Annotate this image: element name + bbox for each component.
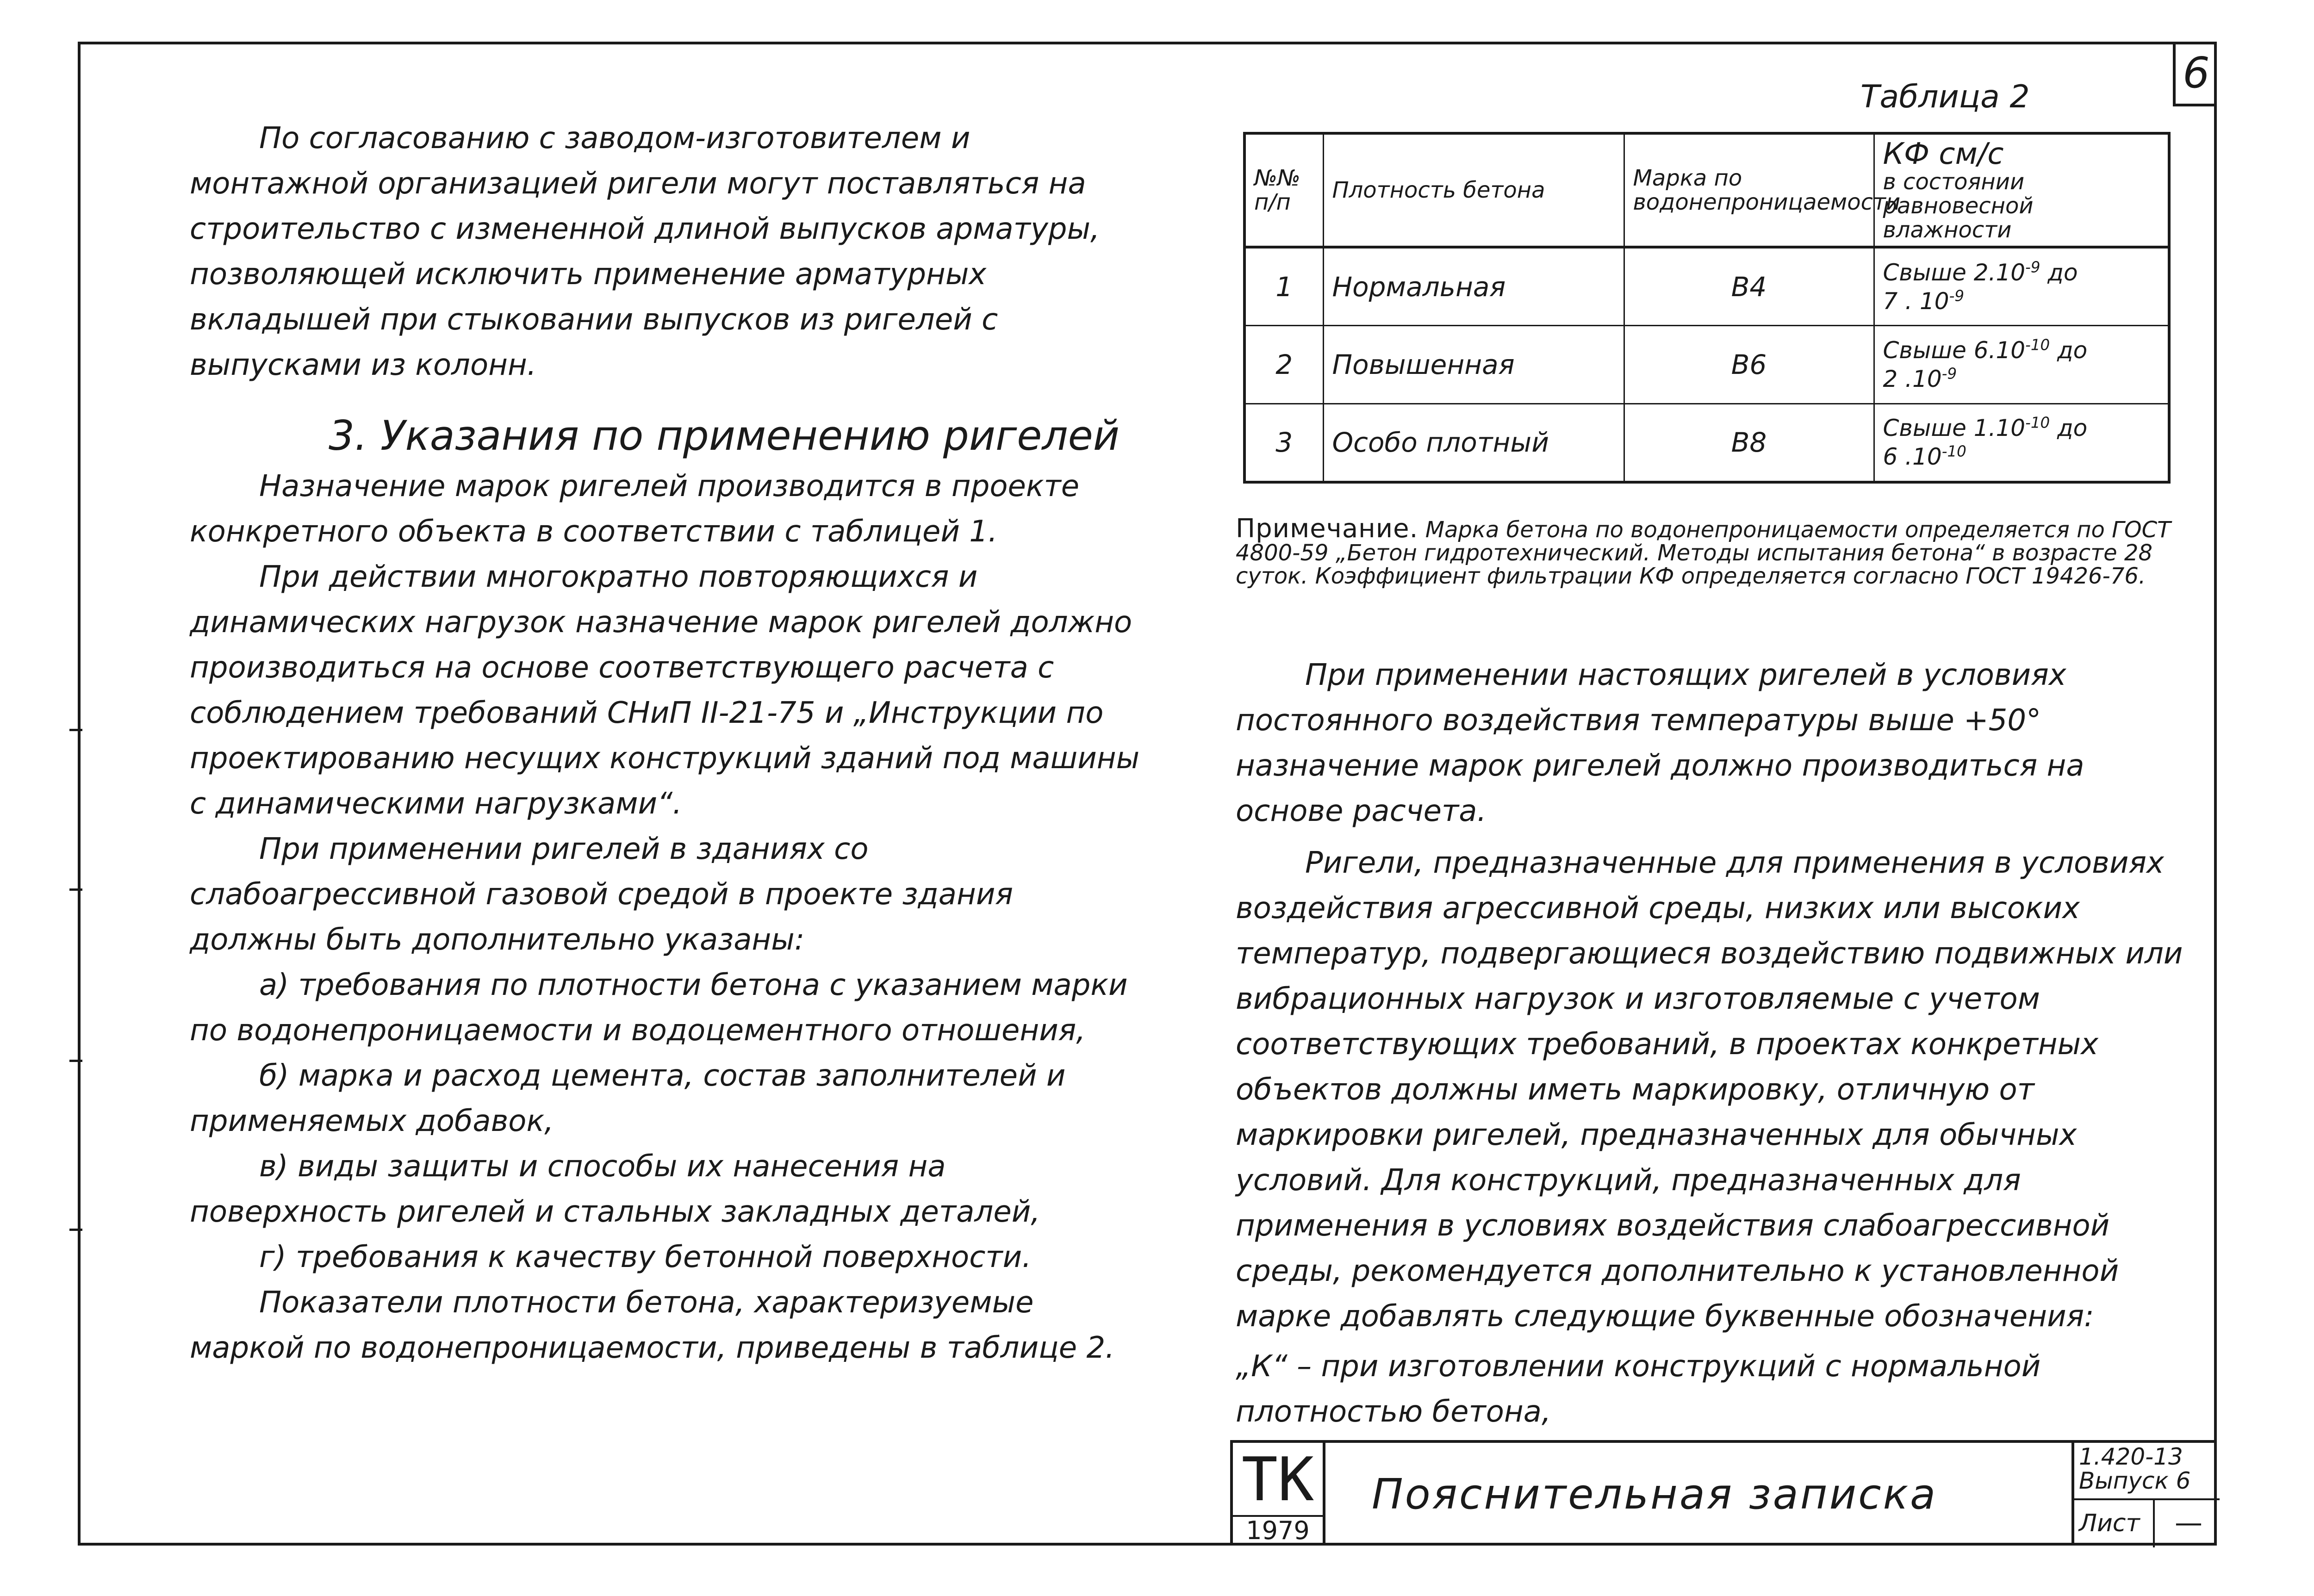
document-title: Пояснительная записка [1372,1470,1938,1519]
table-caption: Таблица 2 [1860,79,2030,115]
issue-number: Выпуск 6 [2079,1467,2191,1494]
table-row [1244,404,2169,482]
paragraph-dynamic-loads: При действии многократно повторяющихся и динамических нагрузок назначение марок ригелей должно производиться на основе соответствующего расчета с соблюдением требований СНиП II-21-75 и „Инструкции по проектированию несущих конструкций зданий под машины с динамическими нагрузками“. [190,560,1140,821]
sheet-row [2074,1498,2220,1546]
list-item-d: г) требования к качеству бетонной поверхности. [259,1240,1032,1274]
document-code [2079,1445,2190,1493]
note-text: Марка бетона по водонепроницаемости определяется по ГОСТ 4800-59 „Бетон гидротехнический. Методы испытания бетона“ в возрасте 28 суток. Коэффициент фильтрации КФ определяется согласно ГОСТ 19426-76. [1236,517,2171,589]
paragraph-temperature: При применении настоящих ригелей в условиях постоянного воздействия температуры выше +50° назначение марок ригелей должно производиться на основе расчета. [1236,658,2084,828]
header-num: №№ п/п [1244,133,1323,247]
table-header-row [1244,133,2169,247]
document-code-block [2071,1443,2220,1546]
note-label: Примечание. [1236,514,1418,544]
cell-mark: В6 [1624,326,1874,404]
logo-year: 1979 [1233,1515,1323,1546]
paragraph-marking: Ригели, предназначенные для применения в условиях воздействия агрессивной среды, низких или высоких температур, подвергающиеся воздействию подвижных или вибрационных нагрузок и изготовляемые с учетом соответствующих требований, в проектах конкретных объектов должны иметь маркировку, отличную от маркировки ригелей, предназначенных для обычных условий. Для конструкций, предназначенных для применения в условиях воздействия слабоагрессивной среды, рекомендуется дополнительно к установленной марке добавлять следующие буквенные обозначения: [1236,846,2183,1334]
paragraph-assignment: Назначение марок ригелей производится в проекте конкретного объекта в соответствии с таблицей 1. [190,469,1080,549]
table-2 [1243,132,2171,484]
cell-kf [1874,247,2169,326]
sheet-value: — [2153,1500,2222,1547]
kf-to: 7 . 10 [1883,287,1949,315]
kf-from: Свыше 6.10 [1883,336,2026,364]
left-column [190,116,1143,1371]
kf-to: 2 .10 [1883,365,1942,392]
kf-to-word: до [2050,336,2088,364]
list-item-b: б) марка и расход цемента, состав заполнителей и применяемых добавок, [190,1059,1066,1138]
list-item-c: в) виды защиты и способы их нанесения на поверхность ригелей и стальных закладных деталей, [190,1149,1040,1229]
sheet-label: Лист [2079,1509,2140,1537]
cell-density: Повышенная [1323,326,1624,404]
title-block [1230,1440,2217,1546]
cell-mark: В4 [1624,247,1874,326]
institute-logo [1233,1443,1325,1546]
section-heading: 3. Указания по применению ригелей [329,412,1120,460]
header-kf-main: КФ см/с [1883,137,2004,171]
kf-to-exp: -9 [1941,365,1957,383]
table-row [1244,247,2169,326]
series-code: 1.420-13 [2079,1443,2183,1470]
cell-kf [1874,404,2169,482]
kf-to-exp: -10 [1941,442,1966,460]
paragraph-density-indicators: Показатели плотности бетона, характеризуемые маркой по водонепроницаемости, приведены в таблице 2. [190,1285,1115,1365]
cell-mark: В8 [1624,404,1874,482]
paragraph-aggressive-env: При применении ригелей в зданиях со слабоагрессивной газовой средой в проекте здания должны быть дополнительно указаны: [190,832,1013,957]
header-density: Плотность бетона [1323,133,1624,247]
kf-from: Свыше 1.10 [1883,415,2026,442]
cell-num: 2 [1244,326,1323,404]
cell-density: Особо плотный [1323,404,1624,482]
right-column [1236,652,2189,1435]
kf-to: 6 .10 [1883,443,1942,471]
cell-num: 1 [1244,247,1323,326]
cell-kf [1874,326,2169,404]
table-row [1244,326,2169,404]
header-mark: Марка по водонепроницаемости [1624,133,1874,247]
cell-num: 3 [1244,404,1323,482]
kf-from: Свыше 2.10 [1883,259,2026,286]
table-note [1236,514,2198,589]
kf-from-exp: -10 [2025,414,2050,432]
kf-from-exp: -10 [2025,336,2050,354]
paragraph-letter-k: „К“ – при изготовлении конструкций с нормальной плотностью бетона, [1236,1349,2041,1429]
kf-to-exp: -9 [1949,287,1965,305]
kf-to-word: до [2050,415,2088,442]
kf-to-word: до [2040,259,2078,286]
sheet-number: 6 [2173,42,2217,106]
logo-letters: ТК [1241,1444,1314,1515]
header-kf [1874,133,2169,247]
header-kf-sub: в состоянии равновесной влажности [1883,169,2034,243]
cell-density: Нормальная [1323,247,1624,326]
list-item-a: а) требования по плотности бетона с указанием марки по водонепроницаемости и водоцементного отношения, [190,968,1128,1048]
kf-from-exp: -9 [2025,258,2040,276]
intro-paragraph: По согласованию с заводом-изготовителем и монтажной организацией ригели могут поставляться на строительство с измененной длиной выпусков арматуры, позволяющей исключить применение арматурных вкладышей при стыковании выпусков из ригелей с выпусками из колонн. [190,121,1100,382]
